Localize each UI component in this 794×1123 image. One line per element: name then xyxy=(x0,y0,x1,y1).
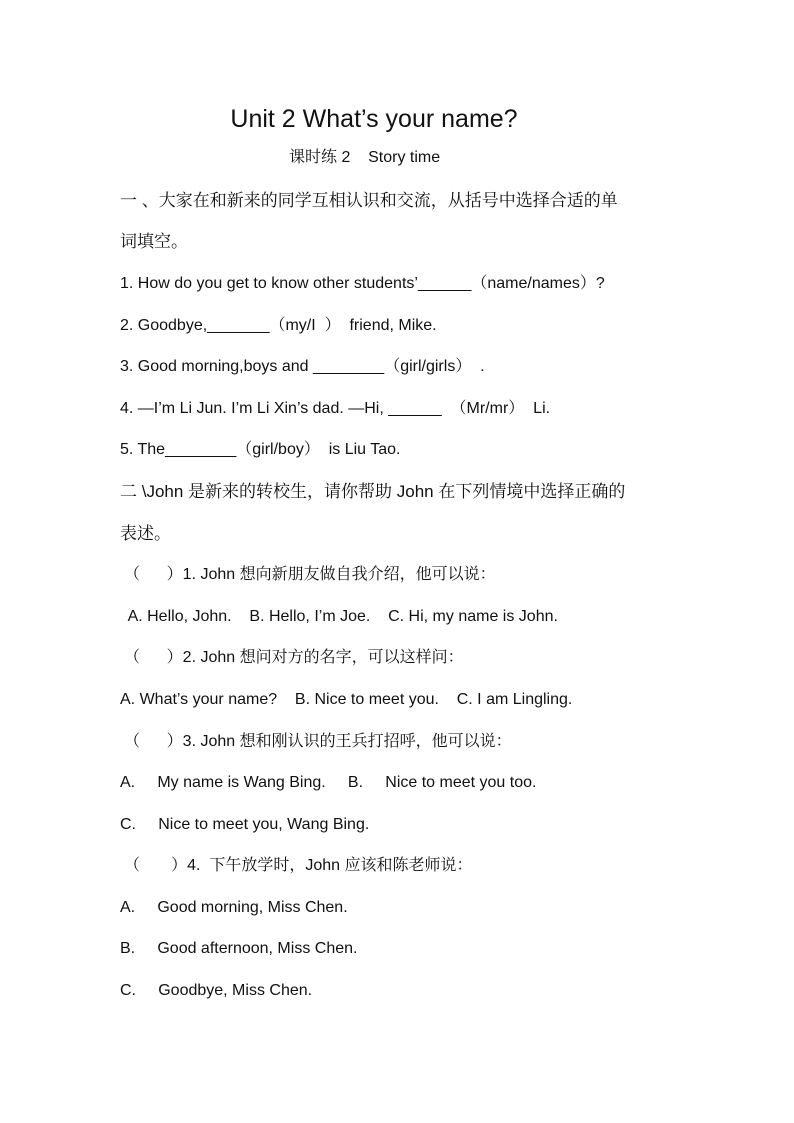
section2-question-4: （ ）4. 下午放学时，John 应该和陈老师说： xyxy=(124,857,473,874)
section2-question-4-option-c: C. Goodbye, Miss Chen. xyxy=(120,982,313,999)
section1-heading-line2: 词填空。 xyxy=(120,232,188,251)
section2-heading-line1: 二 \John 是新来的转校生，请你帮助 John 在下列情境中选择正确的 xyxy=(120,482,626,501)
section2-question-3: （ ）3. John 想和刚认识的王兵打招呼，他可以说： xyxy=(124,733,512,750)
section1-item-1: 1. How do you get to know other students’______（name/names）? xyxy=(120,275,605,292)
section2-question-3-option-c: C. Nice to meet you, Wang Bing. xyxy=(120,816,370,833)
section2-question-4-option-a: A. Good morning, Miss Chen. xyxy=(120,899,348,916)
section2-question-2: （ ）2. John 想问对方的名字，可以这样问： xyxy=(124,649,464,666)
section2-question-2-options: A. What’s your name? B. Nice to meet you. C. I am Lingling. xyxy=(120,691,573,708)
page-subtitle: 课时练 2 Story time xyxy=(289,149,441,166)
section2-question-1: （ ）1. John 想向新朋友做自我介绍，他可以说： xyxy=(124,566,496,583)
section1-heading-line1: 一 、大家在和新来的同学互相认识和交流，从括号中选择合适的单 xyxy=(120,191,618,210)
section2-heading-line2: 表述。 xyxy=(120,524,171,543)
section1-item-2: 2. Goodbye,_______（my/I ） friend, Mike. xyxy=(120,317,437,334)
section2-question-4-option-b: B. Good afternoon, Miss Chen. xyxy=(120,940,358,957)
section2-question-3-options-ab: A. My name is Wang Bing. B. Nice to meet you too. xyxy=(120,774,537,791)
section1-item-5: 5. The________（girl/boy） is Liu Tao. xyxy=(120,441,401,458)
section1-item-4: 4. —I’m Li Jun. I’m Li Xin’s dad. —Hi, ______ （Mr/mr） Li. xyxy=(120,400,551,417)
section1-item-3: 3. Good morning,boys and ________（girl/girls） . xyxy=(120,358,485,375)
page-title: Unit 2 What’s your name? xyxy=(230,105,518,133)
section2-question-1-options: A. Hello, John. B. Hello, I’m Joe. C. Hi, my name is John. xyxy=(124,608,558,625)
